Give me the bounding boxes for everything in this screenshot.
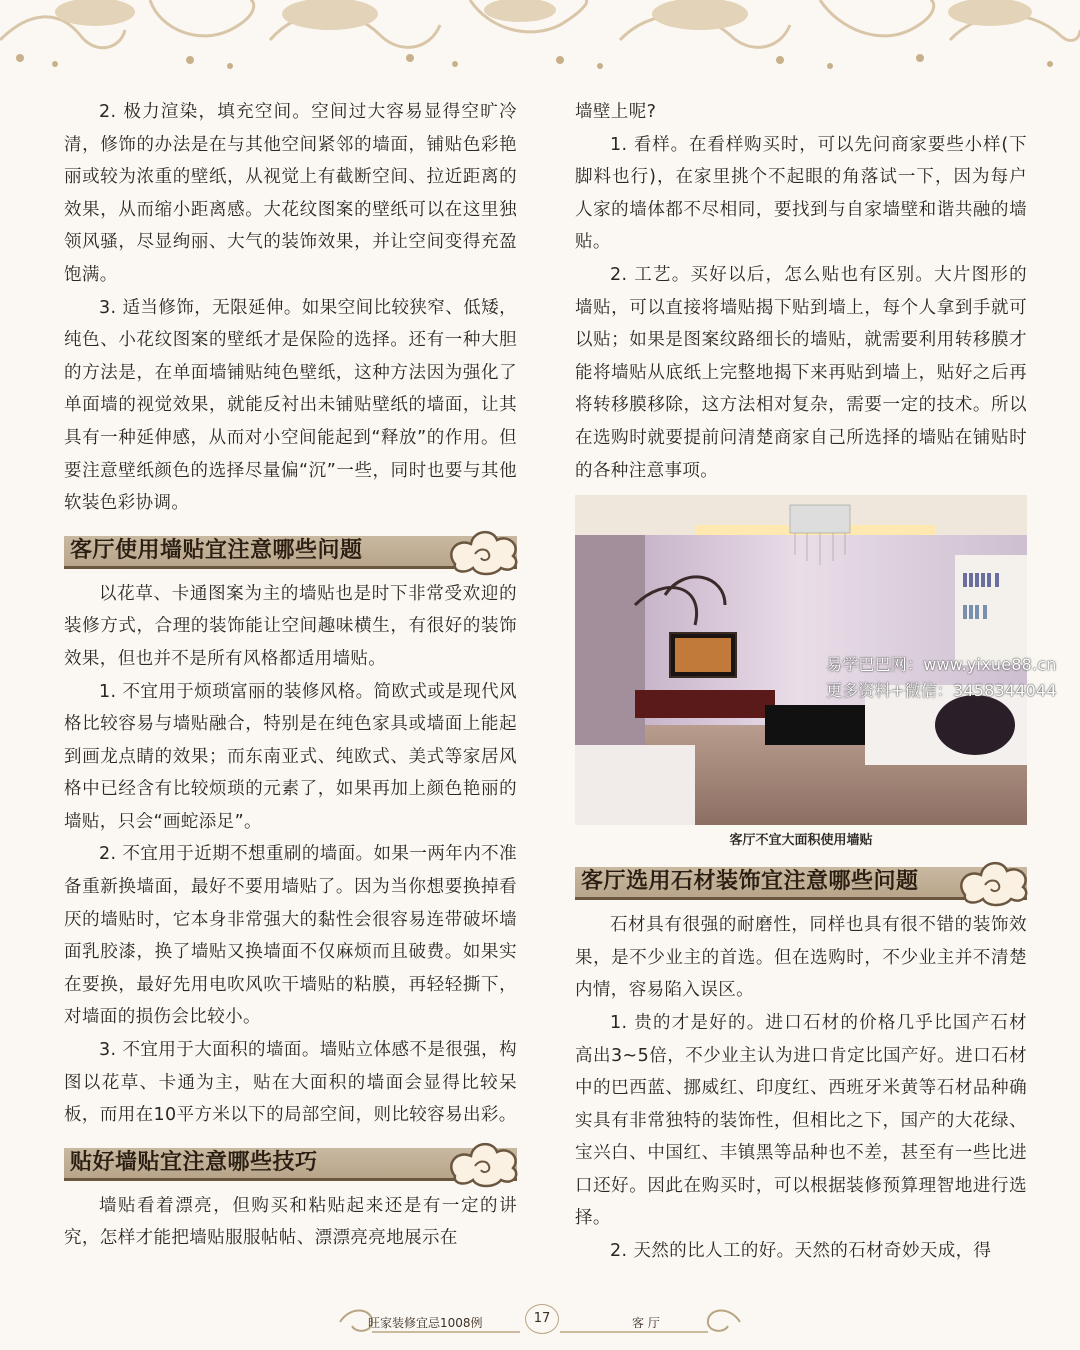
cloud-ornament-icon bbox=[955, 855, 1033, 907]
paragraph: 2. 天然的比人工的好。天然的石材奇妙天成，得 bbox=[610, 1241, 992, 1262]
section-heading bbox=[64, 530, 517, 572]
paragraph: 2. 工艺。买好以后，怎么贴也有区别。大片图形的墙贴，可以直接将墙贴揭下贴到墙上，每个人拿到手就可以贴；如果是图案纹路细长的墙贴，就需要利用转移膜才能将墙贴从底纸上完整地揭下来再贴到墙上，贴好之后再将转移膜移除，这方法相对复杂，需要一定的技术。所以在选购时就要提前问清楚商家自己所选择的墙贴在铺贴时的各种注意事项。 bbox=[575, 264, 1027, 481]
cloud-ornament-icon bbox=[445, 1136, 523, 1188]
section-heading bbox=[575, 861, 1027, 903]
cloud-ornament-icon bbox=[445, 524, 523, 576]
heading-title: 客厅使用墙贴宜注意哪些问题 bbox=[70, 537, 363, 563]
section-heading bbox=[64, 1142, 517, 1184]
paragraph: 石材具有很强的耐磨性，同样也具有很不错的装饰效果，是不少业主的首选。但在选购时，不少业主并不清楚内情，容易陷入误区。 bbox=[575, 915, 1027, 1001]
section-label: 客 厅 bbox=[632, 1316, 660, 1330]
top-ornament-border bbox=[0, 0, 1080, 78]
left-column bbox=[64, 96, 517, 1286]
paragraph: 以花草、卡通图案为主的墙贴也是时下非常受欢迎的装修方式，合理的装饰能让空间趣味横生，有很好的装饰效果，但也并不是所有风格都适用墙贴。 bbox=[64, 583, 517, 669]
paragraph: 1. 不宜用于烦琐富丽的装修风格。简欧式或是现代风格比较容易与墙贴融合，特别是在纯色家具或墙面上能起到画龙点睛的效果；而东南亚式、纯欧式、美式等家居风格中已经含有比较烦琐的元素了，如果再加上颜色艳丽的墙贴，只会“画蛇添足”。 bbox=[64, 681, 517, 832]
heading-title: 贴好墙贴宜注意哪些技巧 bbox=[70, 1149, 318, 1175]
heading-title: 客厅选用石材装饰宜注意哪些问题 bbox=[581, 869, 919, 895]
page-number: 17 bbox=[525, 1304, 559, 1334]
watermark-line: 更多资料+微信：3458344044 bbox=[826, 681, 1057, 700]
paragraph: 1. 看样。在看样购买时，可以先问商家要些小样(下脚料也行)，在家里挑个不起眼的角落试一下，因为每户人家的墙体都不尽相同，要找到与自家墙壁和谐共融的墙贴。 bbox=[575, 134, 1027, 253]
paragraph: 墙贴看着漂亮，但购买和粘贴起来还是有一定的讲究，怎样才能把墙贴服服帖帖、漂漂亮亮地展示在 bbox=[64, 1195, 517, 1249]
paragraph: 2. 不宜用于近期不想重刷的墙面。如果一两年内不准备重新换墙面，最好不要用墙贴了。因为当你想要换掉看厌的墙贴时，它本身非常强大的黏性会很容易连带破坏墙面乳胶漆，换了墙贴又换墙面不仅麻烦而且破费。如果实在要换，最好先用电吹风吹干墙贴的粘膜，再轻轻撕下，对墙面的损伤会比较小。 bbox=[64, 844, 517, 1028]
page-footer bbox=[0, 1296, 1080, 1350]
photo-caption: 客厅不宜大面积使用墙贴 bbox=[729, 833, 873, 849]
paragraph: 1. 贵的才是好的。进口石材的价格几乎比国产石材高出3~5倍，不少业主认为进口肯定比国产好。进口石材中的巴西蓝、挪威红、印度红、西班牙米黄等石材品种确实具有非常独特的装饰性，但相比之下，国产的大花绿、宝兴白、中国红、丰镇黑等品种也不差，甚至有一些比进口还好。因此在购买时，可以根据装修预算理智地进行选择。 bbox=[575, 1012, 1027, 1229]
paragraph: 墙壁上呢? bbox=[575, 102, 657, 122]
paragraph: 3. 不宜用于大面积的墙面。墙贴立体感不是很强，构图以花草、卡通为主，贴在大面积的墙面会显得比较呆板，而用在10平方米以下的局部空间，则比较容易出彩。 bbox=[64, 1040, 517, 1126]
paragraph: 2. 极力渲染，填充空间。空间过大容易显得空旷冷清，修饰的办法是在与其他空间紧邻的墙面，铺贴色彩艳丽或较为浓重的壁纸，从视觉上有截断空间、拉近距离的效果，从而缩小距离感。大花纹图案的壁纸可以在这里独领风骚，尽显绚丽、大气的装饰效果，并让空间变得充盈饱满。 bbox=[64, 102, 517, 285]
paragraph: 3. 适当修饰，无限延伸。如果空间比较狭窄、低矮，纯色、小花纹图案的壁纸才是保险的选择。还有一种大胆的方法是，在单面墙铺贴纯色壁纸，这种方法因为强化了单面墙的视觉效果，就能反衬出未铺贴壁纸的墙面，让其具有一种延伸感，从而对小空间能起到“释放”的作用。但要注意壁纸颜色的选择尽量偏“沉”一些，同时也要与其他软装色彩协调。 bbox=[64, 297, 517, 514]
book-title: 旺家装修宜忌1008例 bbox=[368, 1316, 483, 1330]
watermark-line: 易学巴巴网：www.yixue88.cn bbox=[826, 655, 1057, 674]
